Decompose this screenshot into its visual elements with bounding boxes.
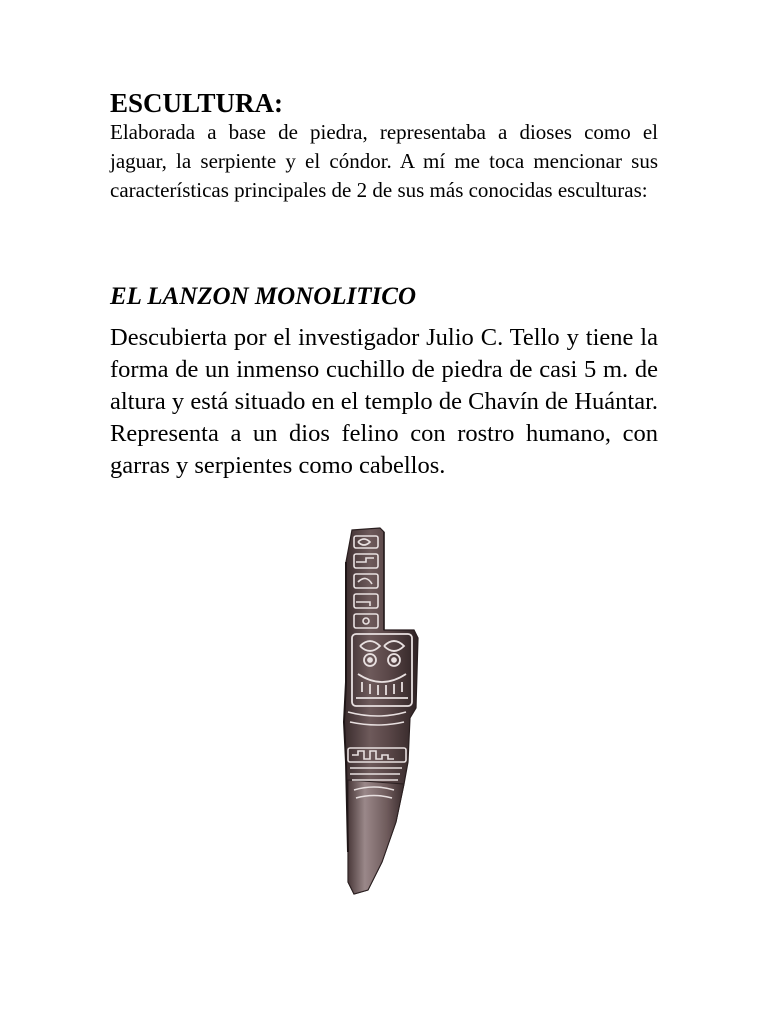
lanzon-monolith-image <box>318 522 442 902</box>
lanzon-monolith-illustration <box>318 522 442 902</box>
subsection-title: EL LANZON MONOLITICO <box>110 283 417 310</box>
section-title: ESCULTURA: <box>110 88 284 118</box>
description-paragraph: Descubierta por el investigador Julio C. Tello y tiene la forma de un inmenso cuchillo de piedra de casi 5 m. de altura y está situado en el templo de Chavín de Huántar. Representa a un dios felino con rostro humano, con garras y serpientes como cabellos. <box>110 324 658 479</box>
intro-paragraph: Elaborada a base de piedra, representaba a dioses como el jaguar, la serpiente y el cóndor. A mí me toca mencionar sus características principales de 2 de sus más conocidas esculturas: <box>110 120 658 202</box>
